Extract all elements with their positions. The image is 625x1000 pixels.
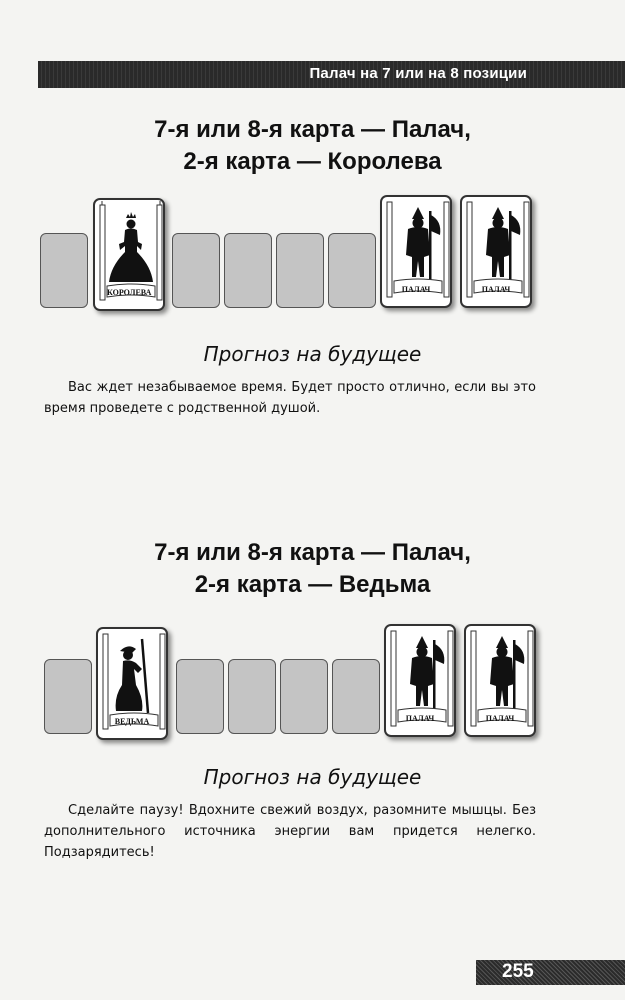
card-label: ВЕДЬМА <box>114 717 150 726</box>
section-2-title <box>0 537 625 601</box>
card-slot-4-blank <box>228 659 276 734</box>
page-number: 255 <box>502 961 534 982</box>
section-1-title-line-2: 2-я карта — Королева <box>183 148 442 175</box>
card-label: ПАЛАЧ <box>481 285 511 294</box>
card-label: ПАЛАЧ <box>401 285 431 294</box>
page-number-bar <box>476 960 625 985</box>
section-2-forecast-text: Сделайте паузу! Вдохните свежий воздух, разомните мышцы. Без дополнительного источника энергии вам придется нелегко. Подзарядитесь! <box>44 803 536 860</box>
card-label: ПАЛАЧ <box>485 714 515 723</box>
running-header <box>38 61 625 88</box>
card-slot-8-executioner <box>464 624 536 737</box>
card-slot-7-executioner <box>384 624 456 737</box>
card-label: КОРОЛЕВА <box>107 288 152 297</box>
card-label: ПАЛАЧ <box>405 714 435 723</box>
card-slot-5-blank <box>280 659 328 734</box>
card-slot-2-witch <box>96 627 168 740</box>
section-1-forecast-heading: Прогноз на будущее <box>203 342 422 366</box>
card-slot-4-blank <box>224 233 272 308</box>
card-slot-8-executioner <box>460 195 532 308</box>
card-slot-3-blank <box>176 659 224 734</box>
section-1-title-line-1: 7-я или 8-я карта — Палач, <box>154 116 471 143</box>
card-slot-5-blank <box>276 233 324 308</box>
card-slot-6-blank <box>332 659 380 734</box>
section-2-card-spread <box>0 622 625 742</box>
section-2-title-line-2: 2-я карта — Ведьма <box>194 571 431 598</box>
card-slot-1-blank <box>44 659 92 734</box>
section-2-forecast-heading: Прогноз на будущее <box>203 765 422 789</box>
card-slot-2-queen <box>93 198 165 311</box>
section-1-title <box>0 114 625 178</box>
card-slot-7-executioner <box>380 195 452 308</box>
card-slot-3-blank <box>172 233 220 308</box>
section-1-card-spread <box>0 195 625 315</box>
section-2-title-line-1: 7-я или 8-я карта — Палач, <box>154 539 471 566</box>
card-slot-1-blank <box>40 233 88 308</box>
running-header-title: Палач на 7 или на 8 позиции <box>309 65 527 82</box>
card-slot-6-blank <box>328 233 376 308</box>
section-1-forecast-text: Вас ждет незабываемое время. Будет просто отлично, если вы это время проведете с родственной душой. <box>44 380 536 416</box>
